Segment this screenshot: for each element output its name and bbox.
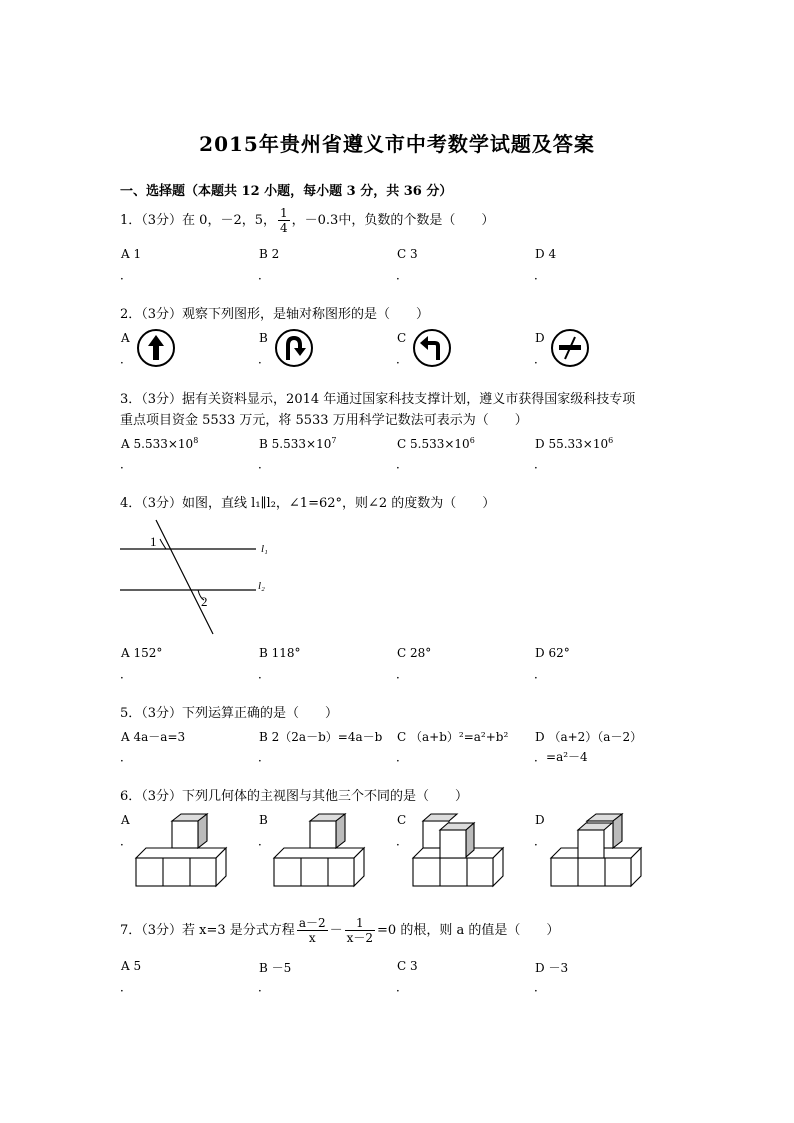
q2-option-b[interactable]: B — [259, 331, 268, 345]
q1-option-b[interactable]: B 2 — [259, 247, 280, 261]
angle-2-label: 2 — [201, 594, 208, 609]
q5-dot-a: ． — [120, 750, 133, 764]
q7-option-b[interactable]: B －5 — [259, 961, 292, 975]
q5-option-d-line-2: ．=a²－4 — [534, 750, 588, 764]
line-l1-label: l₁ — [261, 543, 268, 555]
parallel-lines-figure — [118, 518, 288, 638]
q1-text-post: ，－0.3中，负数的个数是（ ） — [291, 213, 495, 228]
q1-option-a[interactable]: A 1 — [121, 247, 142, 261]
cube-figure-c — [411, 812, 511, 888]
q2-option-c[interactable]: C — [397, 331, 407, 345]
q7-minus: － — [329, 923, 343, 938]
cube-figure-a — [134, 812, 234, 888]
q3-option-b[interactable]: B $5.533\times 10^7$ — [259, 436, 337, 451]
no-through-sign-icon — [550, 328, 590, 368]
q1-dot-d: ． — [534, 268, 547, 282]
q7-dot-d: ． — [534, 980, 547, 994]
question-5: 5．（3分）下列运算正确的是（ ） — [120, 706, 339, 721]
q7-dot-a: ． — [120, 980, 133, 994]
q3-dot-b: ． — [258, 457, 271, 471]
question-3-line-2: 重点项目资金 5533 万元，将 5533 万用科学记数法可表示为（ ） — [120, 413, 528, 428]
q6-option-a[interactable]: A — [121, 813, 130, 827]
q4-dot-b: ． — [258, 667, 271, 681]
q4-dot-a: ． — [120, 667, 133, 681]
q5-dot-c: ． — [396, 750, 409, 764]
q1-frac-den: 4 — [280, 221, 288, 235]
q6-dot-c: ． — [396, 834, 409, 848]
q5-option-a[interactable]: A 4a－a=3 — [121, 730, 186, 744]
q4-option-a[interactable]: A 152° — [121, 646, 163, 660]
q4-option-d[interactable]: D 62° — [535, 646, 570, 660]
question-3-line-1: 3．（3分）据有关资料显示，2014 年通过国家科技支撑计划，遵义市获得国家级科技专项 — [120, 392, 636, 407]
q2-dot-c: ． — [396, 352, 409, 366]
q7-text-post: =0 的根，则 a 的值是（ ） — [377, 923, 560, 938]
question-6: 6．（3分）下列几何体的主视图与其他三个不同的是（ ） — [120, 789, 469, 804]
q4-option-c[interactable]: C 28° — [397, 646, 432, 660]
q3-dot-a: ． — [120, 457, 133, 471]
q2-option-a[interactable]: A — [121, 331, 130, 345]
q1-option-c[interactable]: C 3 — [397, 247, 418, 261]
q1-frac-num: 1 — [280, 206, 288, 220]
question-2: 2．（3分）观察下列图形，是轴对称图形的是（ ） — [120, 307, 430, 322]
q7-option-c[interactable]: C 3 — [397, 959, 418, 973]
q5-option-c[interactable]: C （a+b）²=a²+b² — [397, 730, 509, 744]
q6-option-c[interactable]: C — [397, 813, 407, 827]
q3-dot-c: ． — [396, 457, 409, 471]
q5-option-b[interactable]: B 2（2a－b）=4a－b — [259, 730, 383, 744]
q2-option-d[interactable]: D — [535, 331, 545, 345]
q1-dot-a: ． — [120, 268, 133, 282]
line-l2-label: l₂ — [258, 580, 265, 592]
up-arrow-sign-icon — [136, 328, 176, 368]
q5-dot-b: ． — [258, 750, 271, 764]
q7-dot-c: ． — [396, 980, 409, 994]
q6-dot-d: ． — [534, 834, 547, 848]
question-4: 4．（3分）如图，直线 l₁∥l₂，∠1=62°，则∠2 的度数为（ ） — [120, 496, 496, 511]
document-title: 2015年贵州省遵义市中考数学试题及答案 — [199, 132, 595, 156]
q6-option-b[interactable]: B — [259, 813, 268, 827]
q2-dot-d: ． — [534, 352, 547, 366]
q7-text-pre: 7．（3分）若 x=3 是分式方程 — [120, 923, 295, 938]
q2-dot-b: ． — [258, 352, 271, 366]
q1-option-d[interactable]: D 4 — [535, 247, 557, 261]
q3-option-c[interactable]: C $5.533\times 10^6$ — [397, 436, 475, 451]
q7-dot-b: ． — [258, 980, 271, 994]
cube-figure-b — [272, 812, 372, 888]
section-heading: 一、选择题（本题共 12 小题，每小题 3 分，共 36 分） — [120, 184, 453, 199]
q5-option-d[interactable]: D （a+2）（a－2） — [535, 730, 643, 744]
question-1 — [120, 206, 494, 235]
q7-fraction-2: $\frac{1}{x-2}$ — [346, 916, 374, 945]
q1-fraction — [278, 206, 290, 235]
q6-dot-b: ． — [258, 834, 271, 848]
q6-dot-a: ． — [120, 834, 133, 848]
cube-figure-d — [549, 812, 649, 888]
q4-option-b[interactable]: B 118° — [259, 646, 301, 660]
q1-dot-b: ． — [258, 268, 271, 282]
q4-dot-c: ． — [396, 667, 409, 681]
q3-option-d[interactable]: D $55.33\times 10^6$ — [535, 436, 614, 451]
q4-dot-d: ． — [534, 667, 547, 681]
q3-dot-d: ． — [534, 457, 547, 471]
angle-1-label: 1 — [150, 534, 157, 549]
question-7 — [120, 916, 559, 946]
q7-fraction-1: $\frac{a-2}{x}$ — [298, 916, 326, 945]
q1-text-pre: 1．（3分）在 0，－2，5， — [120, 213, 276, 228]
u-turn-sign-icon — [274, 328, 314, 368]
q6-option-d[interactable]: D — [535, 813, 545, 827]
q2-dot-a: ． — [120, 352, 133, 366]
q7-option-a[interactable]: A 5 — [121, 959, 142, 973]
q1-dot-c: ． — [396, 268, 409, 282]
q3-option-a[interactable]: A $5.533\times 10^8$ — [121, 436, 199, 451]
q7-option-d[interactable]: D －3 — [535, 961, 569, 975]
left-turn-sign-icon — [412, 328, 452, 368]
